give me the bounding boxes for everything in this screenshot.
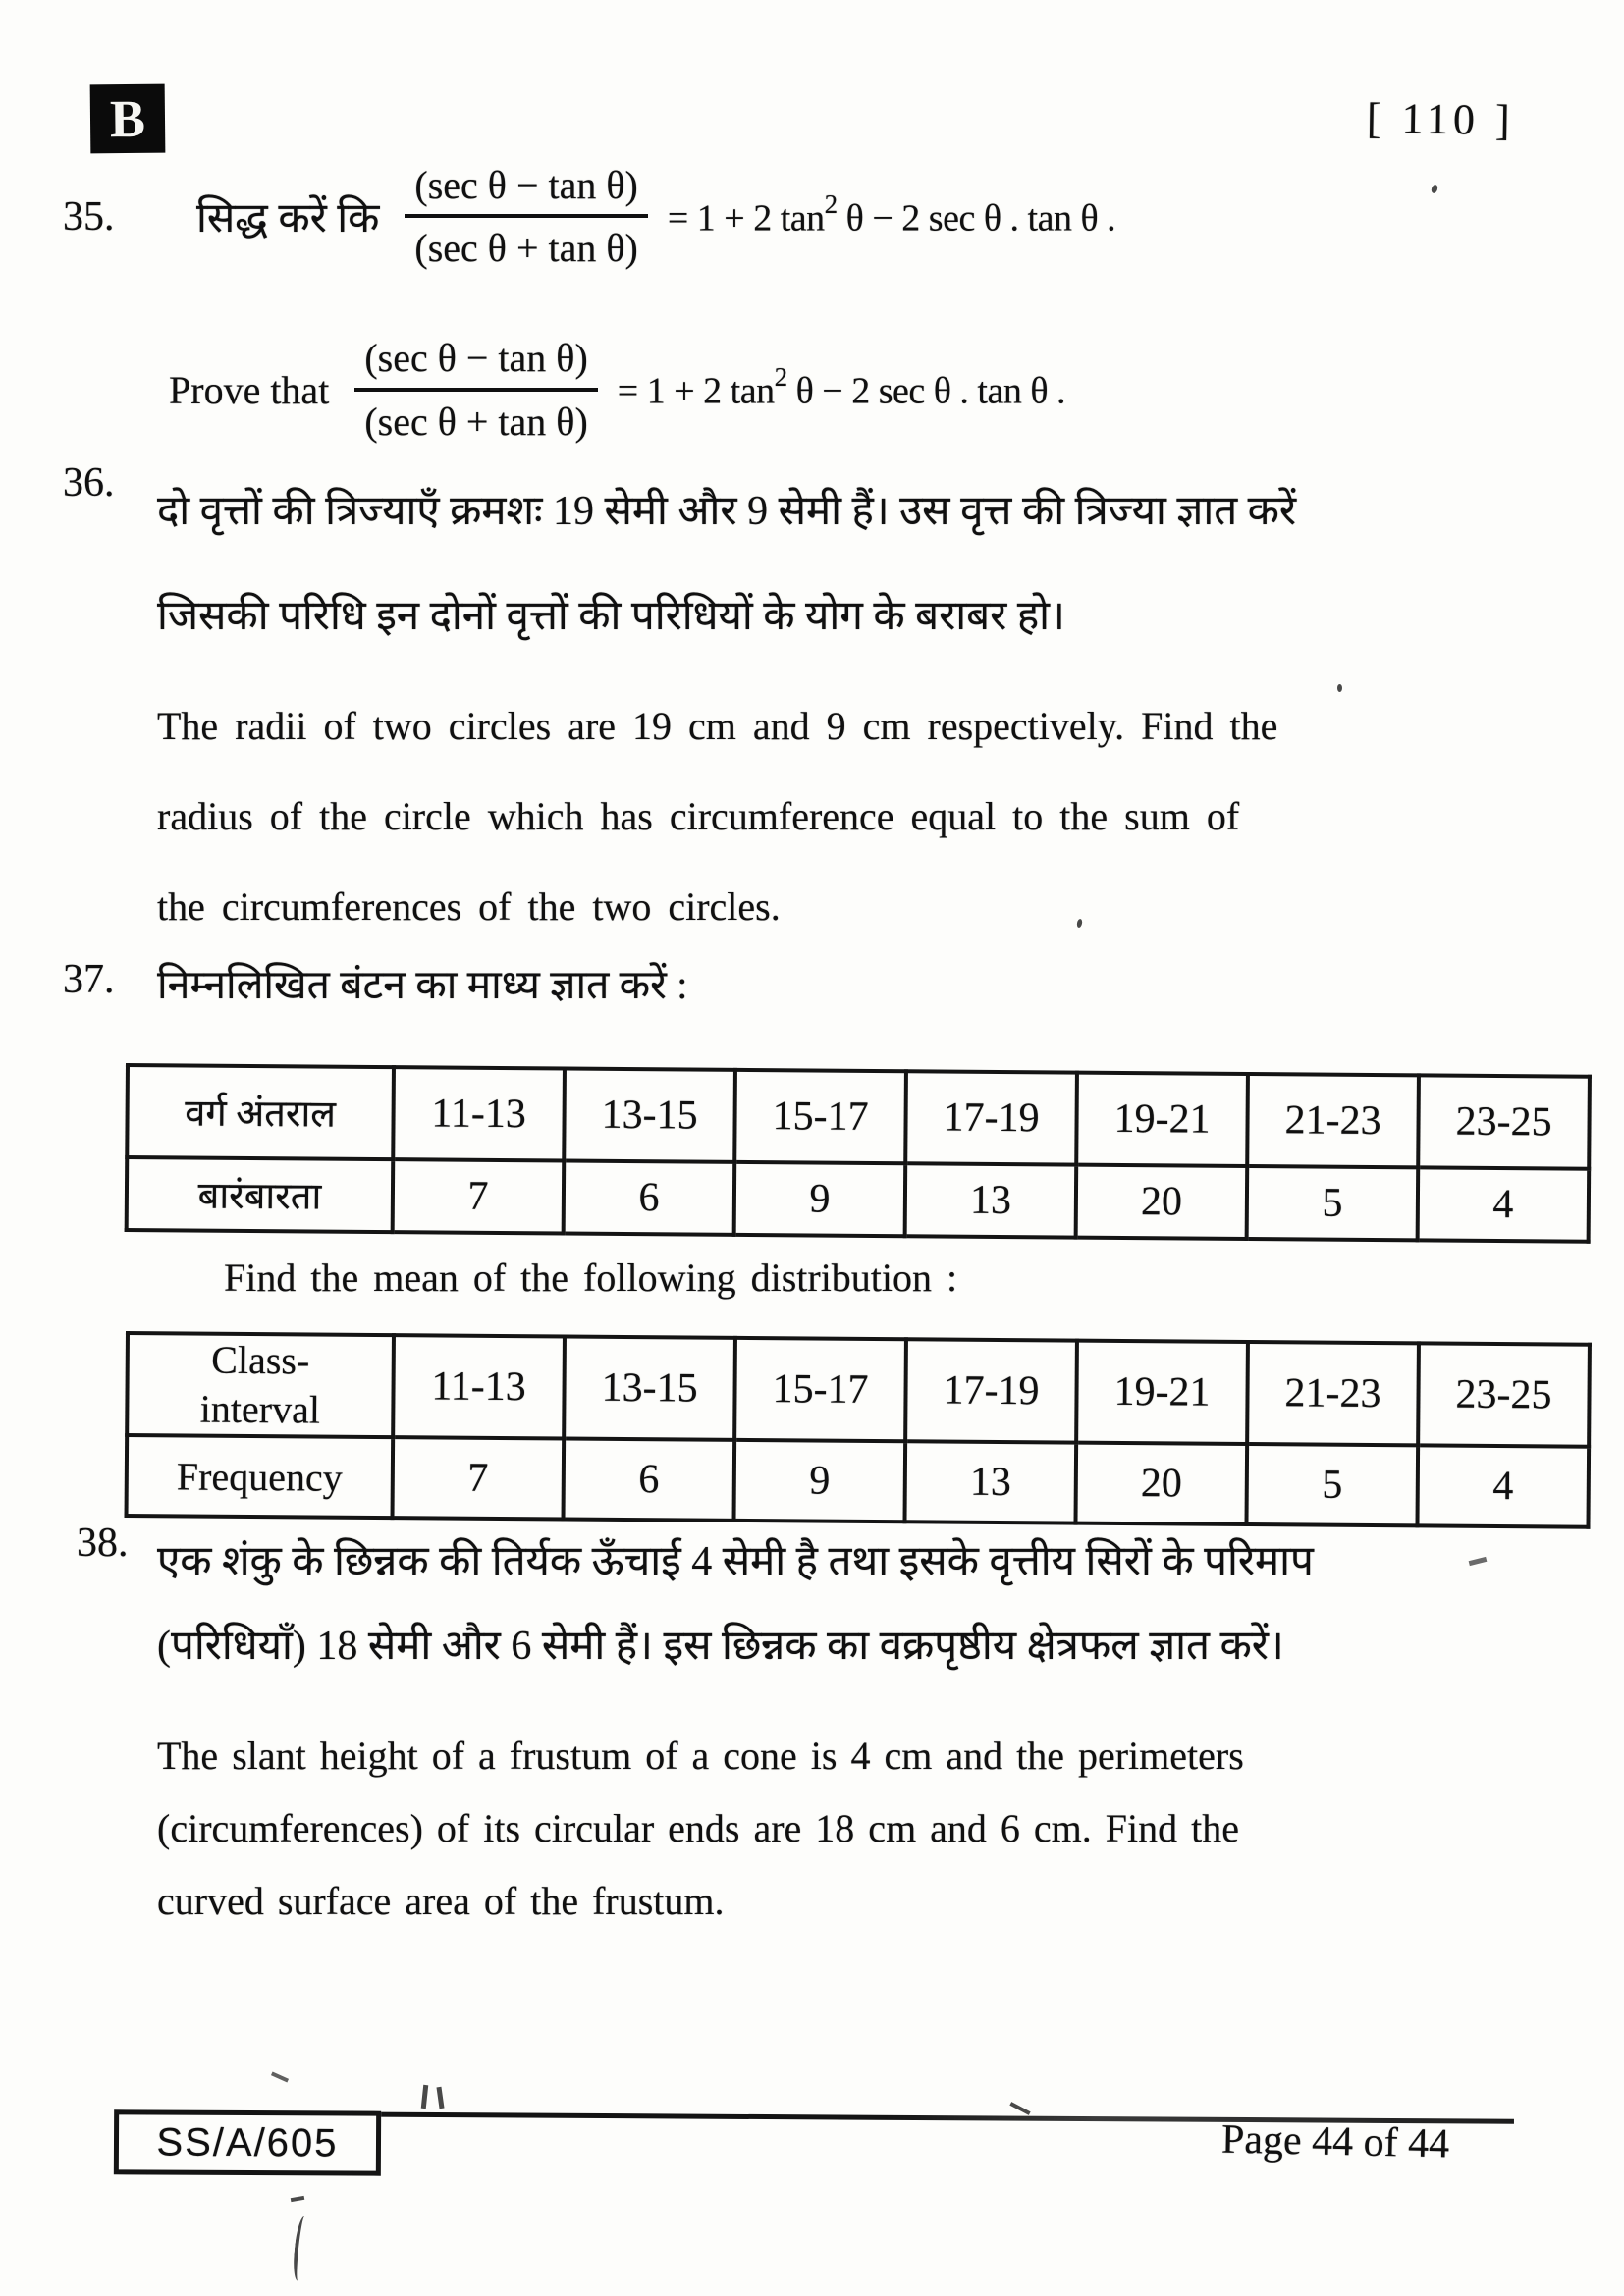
fraction-denominator: (sec θ + tan θ): [364, 399, 588, 444]
question-number: 35.: [63, 193, 115, 240]
table-cell: 7: [393, 1159, 565, 1233]
table-cell: 19-21: [1076, 1073, 1248, 1166]
table-cell: 21-23: [1247, 1342, 1419, 1445]
fraction-denominator: (sec θ + tan θ): [414, 226, 638, 270]
question-number: 38.: [77, 1521, 129, 1566]
table-cell: 17-19: [905, 1071, 1077, 1164]
question-38-hindi-text: [157, 1520, 1314, 1688]
fraction-numerator: (sec θ − tan θ): [354, 335, 597, 391]
table-cell: 7: [393, 1437, 565, 1519]
question-37-hindi-heading: निम्नलिखित बंटन का माध्य ज्ञात करें :: [157, 962, 688, 1007]
table-row: [127, 1333, 1590, 1447]
page-info: Page 44 of 44: [1220, 2116, 1450, 2167]
section-badge: B: [90, 84, 166, 154]
question-36-english-text: [157, 681, 1277, 952]
equation-rhs-post: θ − 2 sec θ . tan θ .: [837, 197, 1116, 240]
table-row: [127, 1435, 1590, 1527]
scan-artifact: [1469, 1557, 1488, 1566]
text-line: (परिधियाँ) 18 सेमी और 6 सेमी हैं। इस छिन्नक का वक्रपृष्ठीय क्षेत्रफल ज्ञात करें।: [157, 1624, 1284, 1669]
table-cell: 23-25: [1418, 1343, 1590, 1446]
text-line: The radii of two circles are 19 cm and 9 cm respectively. Find the: [157, 704, 1278, 748]
table-cell: 21-23: [1247, 1074, 1419, 1167]
scan-artifact: [1431, 184, 1438, 193]
table-cell: 5: [1247, 1166, 1419, 1240]
table-cell: 23-25: [1418, 1075, 1590, 1168]
table-cell: 13-15: [564, 1069, 735, 1162]
scan-artifact: [1337, 684, 1342, 692]
scan-artifact: [421, 2085, 428, 2109]
table-cell: 9: [734, 1162, 906, 1236]
question-37-english-heading: Find the mean of the following distribution :: [224, 1255, 958, 1300]
text-line: एक शंकु के छिन्नक की तिर्यक ऊँचाई 4 सेमी है तथा इसके वृत्तीय सिरों के परिमाप: [157, 1539, 1314, 1584]
table-row-label: वर्ग अंतराल: [127, 1065, 394, 1159]
table-cell: 5: [1246, 1444, 1418, 1525]
fraction-numerator: (sec θ − tan θ): [405, 162, 647, 218]
equation-rhs: [617, 362, 1066, 413]
fraction: [354, 335, 597, 444]
paper-code-box: [114, 2109, 381, 2175]
question-35-hindi-row: [63, 145, 1115, 288]
question-number: 37.: [63, 957, 115, 1002]
table-row: [127, 1157, 1590, 1242]
question-38-english-text: [157, 1720, 1244, 1938]
table-row-label: बारंबारता: [127, 1157, 394, 1232]
question-36-hindi-text: [157, 459, 1296, 669]
text-line: The slant height of a frustum of a cone is 4 cm and the perimeters: [157, 1734, 1244, 1778]
table-cell: 11-13: [393, 1335, 565, 1438]
table-cell: 15-17: [734, 1070, 906, 1163]
text-line: जिसकी परिधि इन दोनों वृत्तों की परिधियों के योग के बराबर हो।: [157, 594, 1065, 639]
table-row: [127, 1065, 1590, 1169]
scan-artifact: [292, 2216, 314, 2281]
fraction: [405, 162, 647, 271]
table-cell: 6: [564, 1439, 735, 1521]
table: [125, 1331, 1592, 1529]
text-line: (circumferences) of its circular ends are 18 cm and 6 cm. Find the: [157, 1806, 1240, 1850]
equation-rhs: [667, 188, 1116, 240]
text-line: radius of the circle which has circumference equal to the sum of: [157, 794, 1240, 838]
table-cell: 4: [1418, 1167, 1590, 1241]
table-cell: 15-17: [734, 1338, 906, 1441]
scan-artifact: [271, 2072, 289, 2083]
page-number-reference: [ 110 ]: [1366, 93, 1516, 145]
text-line: the circumferences of the two circles.: [157, 884, 781, 929]
equation-exponent: 2: [824, 188, 838, 219]
text-line: दो वृत्तों की त्रिज्याएँ क्रमशः 19 सेमी और 9 सेमी हैं। उस वृत्त की त्रिज्या ज्ञात करें: [157, 489, 1297, 534]
question-35-hindi-prefix: सिद्ध करें कि: [196, 196, 380, 241]
table-cell: 20: [1075, 1443, 1247, 1524]
table-cell: 13-15: [564, 1337, 735, 1440]
distribution-table-english: [125, 1331, 1592, 1529]
table-row-label: [127, 1333, 394, 1437]
row-label-text: Class-interval: [199, 1337, 321, 1432]
equation-rhs-pre: = 1 + 2 tan: [617, 370, 775, 412]
scan-artifact: [436, 2087, 444, 2109]
table: [125, 1063, 1592, 1244]
question-35-english-prefix: Prove that: [169, 367, 330, 412]
table-cell: 17-19: [905, 1339, 1077, 1442]
table-row-label: Frequency: [127, 1435, 394, 1518]
equation-exponent: 2: [774, 362, 787, 393]
question-37-heading: [63, 956, 688, 1011]
question-38-hindi: [77, 1520, 1314, 1688]
table-cell: 4: [1417, 1445, 1589, 1526]
table-cell: 13: [905, 1163, 1077, 1237]
paper-code: SS/A/605: [156, 2120, 339, 2164]
distribution-table-hindi: [125, 1063, 1592, 1244]
equation-rhs-post: θ − 2 sec θ . tan θ .: [786, 370, 1066, 412]
table-cell: 20: [1076, 1165, 1248, 1239]
question-36-hindi: [63, 459, 1296, 669]
equation-rhs-pre: = 1 + 2 tan: [667, 197, 825, 240]
question-35-english-row: [169, 316, 1065, 463]
scan-artifact: [1009, 2102, 1030, 2115]
scan-artifact: [291, 2196, 304, 2202]
table-cell: 19-21: [1076, 1341, 1248, 1444]
table-cell: 11-13: [393, 1067, 565, 1160]
table-cell: 9: [734, 1440, 906, 1522]
question-number: 36.: [63, 460, 115, 506]
text-line: curved surface area of the frustum.: [157, 1879, 725, 1923]
table-cell: 6: [564, 1161, 735, 1235]
table-cell: 13: [904, 1441, 1076, 1522]
